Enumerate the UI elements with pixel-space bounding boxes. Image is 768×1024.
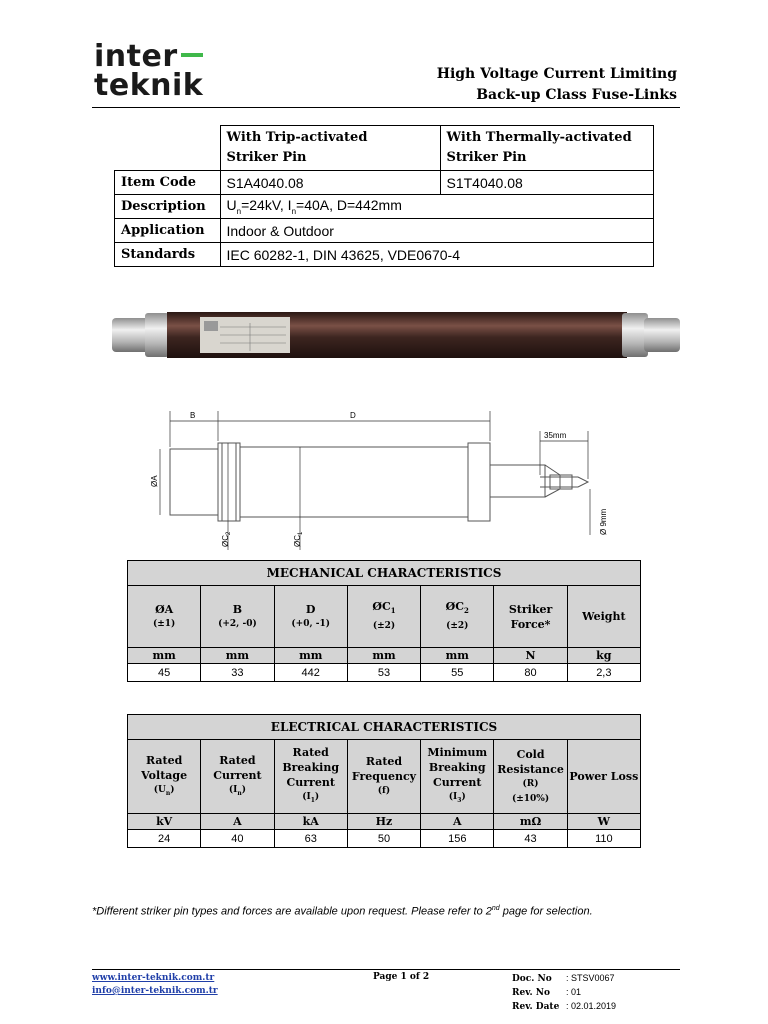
elec-unit: Hz [347,814,420,830]
company-logo [94,39,204,103]
description-value: $U_n=24kV$, $I_n=40A$, D=442mm [220,195,653,219]
logo-line2: teknik [94,68,204,103]
mech-value: 80 [494,664,567,682]
fuse-photo [100,295,686,390]
elec-header-cold-resistance: Cold Resistance (R) (±10%) [494,740,567,814]
standards-label: Standards [115,243,221,267]
product-info-table [114,125,654,267]
email-link[interactable]: info@inter-teknik.com.tr [92,986,218,996]
doc-no: : STSV0067 [566,973,615,983]
mech-value: 53 [347,664,420,682]
elec-value: 110 [567,830,640,848]
dim-c1-label: $ØC_1$ [293,531,304,547]
description-label: Description [115,195,221,219]
dimension-drawing [140,405,640,555]
dim-a-label: ØA [150,475,159,487]
elec-unit: W [567,814,640,830]
thermal-striker-heading: With Thermally-activated Striker Pin [440,126,653,171]
document-info [512,972,616,1014]
mech-header-b: B (+2, -0) [201,586,274,648]
mech-unit: mm [201,648,274,664]
striker-pin-note: *Different striker pin types and forces are available upon request. Please refer to 2nd page for selection. [92,905,593,918]
elec-header-breaking-current: Rated Breaking Current $(I_1)$ [274,740,347,814]
dim-b-label: B [190,411,196,420]
rev-date: : 02.01.2019 [566,1001,617,1011]
item-code-trip: S1A4040.08 [220,171,440,195]
page-number: Page 1 of 2 [373,972,430,982]
mech-value: 45 [128,664,201,682]
elec-header-rated-current: Rated Current $(I_n)$ [201,740,274,814]
mech-unit: mm [421,648,494,664]
elec-header-rated-voltage: Rated Voltage $(U_n)$ [128,740,201,814]
elec-value: 50 [347,830,420,848]
document-title [437,64,677,106]
dim-pin-diameter: Ø 9mm [599,508,608,535]
mech-unit: N [494,648,567,664]
elec-unit: kA [274,814,347,830]
electrical-characteristics-table [127,714,641,848]
elec-unit: A [421,814,494,830]
elec-unit: kV [128,814,201,830]
application-value: Indoor & Outdoor [220,219,653,243]
elec-header-power-loss: Power Loss [567,740,640,814]
mechanical-title: MECHANICAL CHARACTERISTICS [128,561,641,586]
title-line2: Back-up Class Fuse-Links [476,87,677,103]
elec-unit: A [201,814,274,830]
elec-value: 24 [128,830,201,848]
header-rule [92,107,680,108]
mech-value: 2,3 [567,664,640,682]
footer-links [92,972,218,998]
application-label: Application [115,219,221,243]
mech-header-d: D (+0, -1) [274,586,347,648]
mech-unit: kg [567,648,640,664]
mech-value: 55 [421,664,494,682]
dim-c2-label: $ØC_2$ [221,531,232,547]
mech-header-c1: $ØC_1$ (±2) [347,586,420,648]
mech-unit: mm [274,648,347,664]
mech-value: 33 [201,664,274,682]
elec-value: 63 [274,830,347,848]
item-code-label: Item Code [115,171,221,195]
mech-header-weight: Weight [567,586,640,648]
rev-date-label: Rev. Date [512,1002,560,1012]
item-code-thermal: S1T4040.08 [440,171,653,195]
mech-unit: mm [128,648,201,664]
mech-header-c2: $ØC_2$ (±2) [421,586,494,648]
mech-unit: mm [347,648,420,664]
footer-rule [92,969,680,970]
elec-value: 40 [201,830,274,848]
electrical-title: ELECTRICAL CHARACTERISTICS [128,715,641,740]
dim-d-label: D [350,411,356,420]
logo-line1: inter [94,39,178,74]
standards-value: IEC 60282-1, DIN 43625, VDE0670-4 [220,243,653,267]
elec-value: 156 [421,830,494,848]
elec-unit: mΩ [494,814,567,830]
mech-value: 442 [274,664,347,682]
dim-pin-length: 35mm [544,431,567,440]
title-line1: High Voltage Current Limiting [436,66,677,82]
mech-header-a: ØA (±1) [128,586,201,648]
rev-no-label: Rev. No [512,988,551,998]
logo-dash [181,53,203,57]
doc-no-label: Doc. No [512,974,552,984]
mechanical-characteristics-table [127,560,641,682]
elec-header-frequency: Rated Frequency (f) [347,740,420,814]
trip-striker-heading: With Trip-activated Striker Pin [220,126,440,171]
rev-no: : 01 [566,987,582,997]
mech-header-striker-force: Striker Force* [494,586,567,648]
elec-header-min-breaking-current: Minimum Breaking Current $(I_3)$ [421,740,494,814]
website-link[interactable]: www.inter-teknik.com.tr [92,973,215,983]
elec-value: 43 [494,830,567,848]
